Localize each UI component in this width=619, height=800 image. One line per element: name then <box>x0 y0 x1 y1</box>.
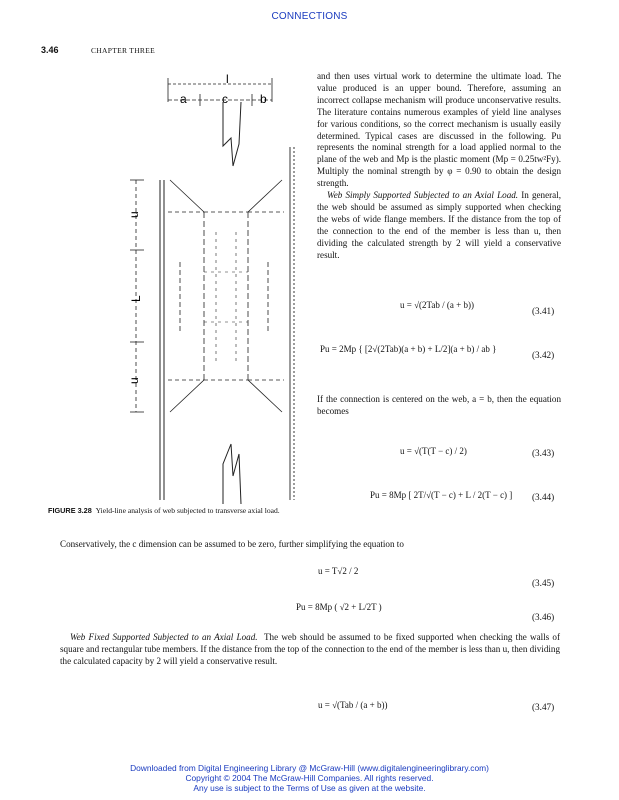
equation-number-3-44: (3.44) <box>532 492 555 502</box>
paragraph-fixed-supported <box>60 632 560 668</box>
paragraph-conservatively: Conservatively, the c dimension can be assumed to be zero, further simplifying the equation to <box>60 539 404 549</box>
footer <box>0 763 619 793</box>
page-number: 3.46 <box>41 45 59 55</box>
equation-number-3-43: (3.43) <box>532 448 555 458</box>
paragraph-intro: and then uses virtual work to determine the ultimate load. The value produced is an upper bound. Therefore, assuming an incorrect collapse mechanism will produce unconservative results. The literature contains numerous examples of yield line analyses for various conditions, so the correct mechanism is usually easily determined. Typical cases are discussed in the following. Pu represents the nominal strength for a load applied normal to the plane of the web and Mp is the plastic moment (Mp = 0.25tw²Fy). Multiply the nominal strength by φ = 0.90 to obtain the design strength. <box>317 71 561 189</box>
figure-caption <box>48 506 308 516</box>
dim-label-u-bottom: u <box>127 377 141 384</box>
equation-3-43-text: u = √(T(T − c) / 2) <box>400 446 467 456</box>
equation-3-47-text: u = √(Tab / (a + b)) <box>318 700 388 710</box>
equation-3-47 <box>318 700 387 710</box>
heading-simply-supported: Web Simply Supported Subjected to an Axial Load. <box>327 190 519 201</box>
footer-terms-link[interactable]: Any use is subject to the Terms of Use as given at the website. <box>193 783 426 793</box>
equation-3-41-text: u = √(2Tab / (a + b)) <box>400 300 474 310</box>
equation-number-3-46: (3.46) <box>532 612 555 622</box>
equation-3-41 <box>400 300 474 310</box>
dim-label-L: L <box>129 295 143 302</box>
right-column-text <box>317 71 561 262</box>
paragraph-fixed-body: The web should be assumed to be fixed supported when checking the walls of square and rectangular tube members. If the distance from the top of the connection to the end of the member is less than u, then dividing the calculated capacity by 2 will yield a conservative result. <box>60 632 561 666</box>
equation-3-42-text: Pu = 2Mp { [2√(2Tab)(a + b) + L/2](a + b) / ab } <box>320 344 497 354</box>
equation-3-46-text: Pu = 8Mp ( √2 + L/2T ) <box>296 602 382 612</box>
dim-label-a: a <box>180 92 187 106</box>
figure-label: FIGURE 3.28 <box>48 506 92 515</box>
equation-3-42 <box>320 344 530 354</box>
equation-3-45 <box>318 566 358 576</box>
footer-download-link[interactable]: Downloaded from Digital Engineering Library @ McGraw-Hill (www.digitalengineeringlibrary.com) <box>130 763 489 773</box>
dim-label-u-top: u <box>127 211 141 218</box>
equation-number-3-47: (3.47) <box>532 702 555 712</box>
dim-label-l: l <box>226 72 229 86</box>
paragraph-centered: If the connection is centered on the web, a = b, then the equation becomes <box>317 394 561 416</box>
equation-3-43 <box>400 446 467 456</box>
section-header: CONNECTIONS <box>271 11 348 22</box>
chapter-title: CHAPTER THREE <box>91 46 155 55</box>
footer-copyright: Copyright © 2004 The McGraw-Hill Companies. All rights reserved. <box>185 773 434 783</box>
dim-label-b: b <box>260 92 267 106</box>
equation-3-45-text: u = T√2 / 2 <box>318 566 359 576</box>
paragraph-simply-supported: In general, the web should be assumed as simply supported when checking the webs of wide flange members. If the distance from the top of the connection to the end of the member is less than u, then dividing the calculated strength by 2 will yield a conservative result. <box>317 190 561 260</box>
equation-number-3-41: (3.41) <box>532 306 555 316</box>
equation-number-3-42: (3.42) <box>532 350 555 360</box>
equation-number-3-45: (3.45) <box>532 578 555 588</box>
yield-line-figure <box>120 72 310 504</box>
figure-caption-text: Yield-line analysis of web subjected to transverse axial load. <box>95 506 280 515</box>
equation-3-44 <box>370 490 530 500</box>
dim-label-c: c <box>222 92 228 106</box>
equation-3-44-text: Pu = 8Mp [ 2T/√(T − c) + L / 2(T − c) ] <box>370 490 513 500</box>
heading-fixed-supported: Web Fixed Supported Subjected to an Axial Load. <box>70 632 258 642</box>
equation-3-46 <box>296 602 382 612</box>
